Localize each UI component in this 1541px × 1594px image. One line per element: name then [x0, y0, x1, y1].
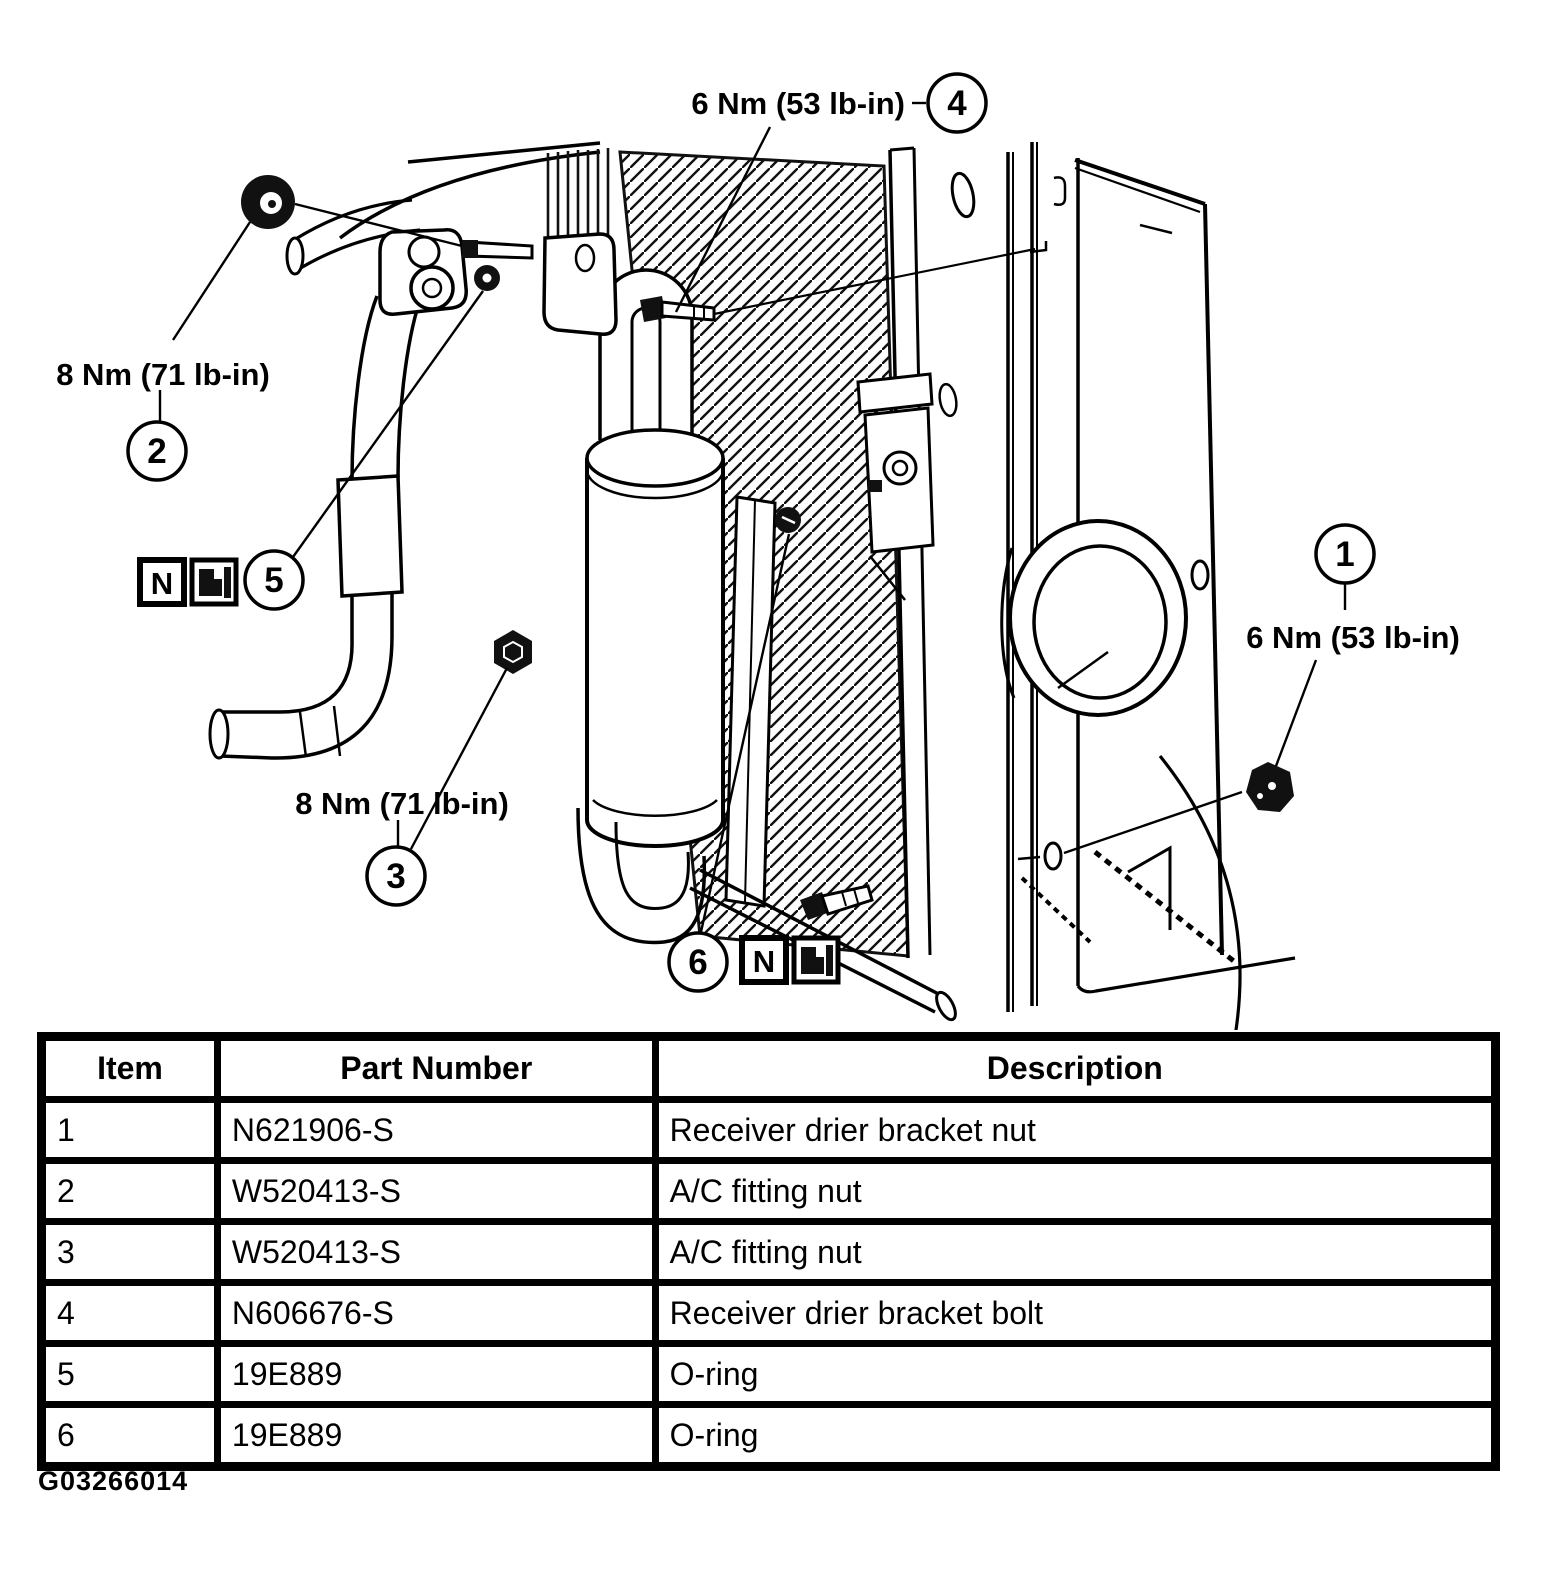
- bracket-nut-1: [1246, 762, 1294, 812]
- panel-hole: [937, 383, 958, 417]
- o-ring-5: [474, 265, 500, 291]
- callout-6: [669, 933, 727, 991]
- svg-text:N: N: [150, 566, 174, 601]
- item-cell: 5: [42, 1344, 218, 1405]
- torque-label-3: 8 Nm (71 lb-in): [295, 786, 509, 821]
- description-cell: O-ring: [655, 1344, 1495, 1405]
- part-number-cell: 19E889: [217, 1405, 655, 1467]
- callout-3: [367, 847, 425, 905]
- drier-canister: [587, 458, 723, 846]
- table-header-row: [42, 1037, 1496, 1100]
- part-number-cell: 19E889: [217, 1344, 655, 1405]
- callout-5: [245, 551, 303, 609]
- table-row: [42, 1100, 1496, 1161]
- bracket-stud-hole: [1045, 843, 1061, 869]
- callout-4: [928, 74, 986, 132]
- ac-fitting-nut-3: [494, 630, 532, 674]
- part-number-cell: N606676-S: [217, 1283, 655, 1344]
- figure-code: G03266014: [38, 1466, 189, 1496]
- item-cell: 4: [42, 1283, 218, 1344]
- parts-table: [37, 1032, 1500, 1471]
- svg-text:1: 1: [1335, 535, 1355, 574]
- torque-label-1: 6 Nm (53 lb-in): [1246, 620, 1460, 655]
- ac-fitting-nut-2: [241, 175, 295, 229]
- new-part-symbol-icon: [140, 560, 184, 604]
- torque-label-2: 8 Nm (71 lb-in): [56, 357, 270, 392]
- table-header-description: Description: [655, 1037, 1495, 1100]
- fan-opening: [1002, 521, 1186, 715]
- bracket-bolt-6: [775, 507, 801, 533]
- table-row: [42, 1344, 1496, 1405]
- radiator-support: [937, 142, 1295, 1030]
- sealant-symbol-icon: [794, 938, 838, 982]
- table-row: [42, 1222, 1496, 1283]
- table-row: [42, 1161, 1496, 1222]
- part-number-cell: N621906-S: [217, 1100, 655, 1161]
- item-cell: 6: [42, 1405, 218, 1467]
- part-number-cell: W520413-S: [217, 1161, 655, 1222]
- svg-text:6: 6: [688, 943, 708, 982]
- description-cell: Receiver drier bracket bolt: [655, 1283, 1495, 1344]
- item-cell: 3: [42, 1222, 218, 1283]
- svg-text:3: 3: [386, 857, 406, 896]
- ac-fitting-cluster: [287, 200, 616, 334]
- table-header-item: Item: [42, 1037, 218, 1100]
- callout-2: [128, 422, 186, 480]
- description-cell: Receiver drier bracket nut: [655, 1100, 1495, 1161]
- description-cell: A/C fitting nut: [655, 1222, 1495, 1283]
- svg-text:N: N: [752, 944, 776, 979]
- torque-label-4: 6 Nm (53 lb-in): [691, 86, 905, 121]
- new-part-symbol-icon: [742, 938, 786, 982]
- drier-u-tube-inner: [632, 308, 660, 440]
- description-cell: A/C fitting nut: [655, 1161, 1495, 1222]
- svg-text:2: 2: [147, 432, 167, 471]
- hood-lines: [340, 143, 600, 238]
- description-cell: O-ring: [655, 1405, 1495, 1467]
- sealant-symbol-icon: [192, 560, 236, 604]
- item-cell: 2: [42, 1161, 218, 1222]
- table-row: [42, 1283, 1496, 1344]
- item-cell: 1: [42, 1100, 218, 1161]
- svg-text:4: 4: [947, 84, 967, 123]
- panel-hole: [949, 171, 978, 218]
- panel-hole: [1192, 561, 1208, 589]
- part-number-cell: W520413-S: [217, 1222, 655, 1283]
- table-header-part-number: Part Number: [217, 1037, 655, 1100]
- callout-1: [1316, 525, 1374, 583]
- table-row: [42, 1405, 1496, 1467]
- svg-text:5: 5: [264, 561, 284, 600]
